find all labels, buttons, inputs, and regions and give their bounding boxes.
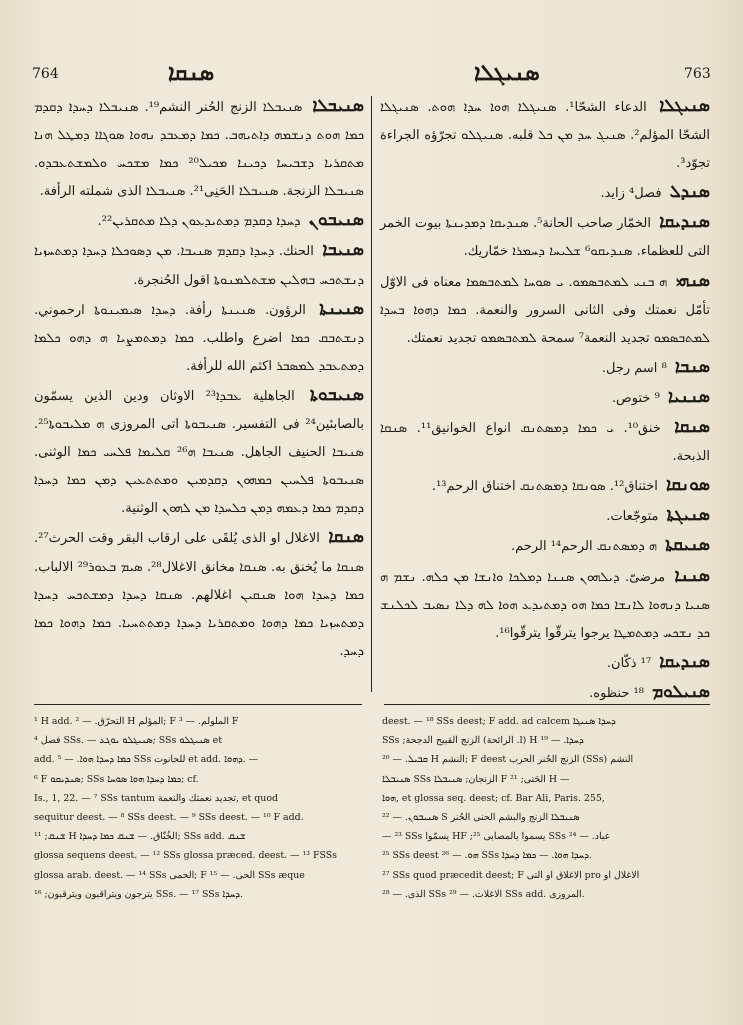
entry-text: ¹⁸ حنظوه. <box>589 685 644 701</box>
footnote-rule-left <box>34 704 362 705</box>
entry-text: متوجّعات. <box>606 509 659 525</box>
entry-text: ¹⁷ ذكّان. <box>606 655 652 671</box>
entry-text: مرضىّ. ܕܝܠܗܘܢ ܣܢܢܐ ܕܡܠܟܐ ܘܐܢܫܐ ܡܢ ܟܠܗ. ܢܫܡ ܗ ܣܢܝܐ ܕܢܗܘܐ ܠܐܢܫܐ ܟܡܐ ܗܘ ܕܡܬܝܕܥ ܗܘܐ ܠܗ ܕܠܐ ܢܣܝܒ ܠܟܠܢܫ ܟܕ ܢܫܟܚ ܕܡܬܡܛܐ يرجوا يترقّوا يترقّوا¹⁶. <box>380 569 710 641</box>
entry-headword: ܣܢܝܒܠܐ <box>312 96 364 116</box>
footnote-line: Is., 1, 22. — ⁷ SSs tantum تجديد نعمتك والنعمة, et quod <box>34 792 278 804</box>
entry-text: الدعاء الشحّا¹. ܣܢܝܓܠܐ ܗܘܐ ܚܕܐ ܗܘܬ. ܣܢܝܓܠܐ الشحّا المؤلم². ܣܢܝܓ ܚܕ ܡܢ ܟܠ قلبه. ܣܢܝܓܠܘ تجرّؤه الجراءة تجوّد³. <box>380 100 710 172</box>
footnotes-right <box>382 712 710 968</box>
footnotes-left <box>34 712 362 968</box>
entry-text: ܗ ܕܡܣܬܢܩ الرحم¹⁴ الرحم. <box>510 539 658 555</box>
dictionary-entry <box>380 562 710 648</box>
dictionary-entry <box>380 178 710 208</box>
entry-text: فصل⁴ زايد. <box>600 186 662 202</box>
dictionary-entry <box>34 206 364 236</box>
entry-headword: ܣܢܝܢܬܐ <box>319 298 364 319</box>
dictionary-entry <box>380 471 710 501</box>
entry-text: ⁹ ختوص. <box>611 390 660 406</box>
entry-text: ܗ ܒܢܝ ܠܡܬܒܣܡܘ. ܝ ܣܘܚܐ ܠܡܬܒܣܡܐ معناه فى الاوّل تأمّل نعمتك وفى الثانى السرور والنعمة. ܟܡܐ ܕܗܘܐ ܒܚܕܐ ܠܡܬܒܣܡܘ تجديد النعمة⁷ سمحة ܠܡܬܒܣܡܘ تجديد نعمتك. <box>380 274 710 346</box>
entry-headword: ܣܢܢܝܐ <box>667 386 710 407</box>
dictionary-entry <box>380 531 710 561</box>
footnote-line: ⁶ F ܣܢܕܝܩܘ; SSs ܟܡܐ ܕܚܕܐ ܗܘܐ ܣܘܚܐ; cf. <box>34 773 199 785</box>
dictionary-entry <box>380 353 710 383</box>
entry-text: ܣܢܝܒܠܐ الزنج الحُنر النشم¹⁹. ܣܢܝܒܠܐ ܕܚܕܐ ܕܩܕܡ ܟܡܐ ܗܘܬ ܕܢܫܡܗ ܕܐܬܝܗܒ. ܟܡܐ ܕܡܥܒܕ ܢܗܘܐ ܣܘܓܐܐ ܕܡܛܠ ܗܢܐ ܡܬܩܪܝܐ ܕܫܒܝܚܐ ܕܟܝܢܐ ܡܟܝܠ²⁰ ܟܡܐ ܡܫܟܚ ܘܠܡܫܬܥܒܕܘ. ܣܢܝܒܠܐ الزنجة. ܣܢܝܒܠܐ الحَنِى²¹. ܣܢܝܒܠܐ الذى شملته الرأفة. <box>34 100 364 200</box>
entry-text: الحنك. ܕܚܕܐ ܕܩܕܡ ܣܢܝܒܐ. ܡܢ ܕܣܘܟܠܐ ܕܚܕܐ ܕܡܬܚܙܝܐ ܕܢܫܬܟܚ ܒܗܠܝܢ ܡܫܬܠܡܢܘܬܐ اقول الحُنجرة. <box>34 244 364 288</box>
entry-headword: ܣܢܝܓܠܐ <box>659 96 710 116</box>
footnote-line: deest. — ¹⁸ SSs deest; F add. ad calcem ܕܚܕܐ ܣܢܝܓܐ <box>382 716 616 727</box>
left-running-headword: ܣܢܩܐ <box>168 60 215 86</box>
entry-text: الاغلال او الذى يُلقَى على ارقاب البقر وقت الحرث²⁷. ܣܢܩܐ ما يُخنق به. ܣܢܩܐ مخانق الاغلال²⁸. ܣܝܡ ܒܥܘܪ²⁹ الالباب. ܟܡܐ ܕܚܕܐ ܗܘܐ ܣܢܩܝܢ اغلالهم. ܣܢܩܐ ܕܚܕܐ ܕܡܫܬܟܚ ܕܚܕܐ ܕܡܬܚܙܝܐ ܟܡܐ ܕܗܘܐ ܘܡܬܩܪܝܐ ܕܚܕܐ ܕܡܬܬܚܝܐ. ܟܡܐ ܕܗܘܐ ܟܡܐ ܕܚܕ. <box>34 531 364 659</box>
entry-headword: ܣܢܕܝܩܐ <box>659 212 710 233</box>
dictionary-entry <box>380 208 710 266</box>
dictionary-entry <box>34 236 364 294</box>
right-column-entries <box>380 92 710 702</box>
entry-headword: ܣܢܝܒܐ <box>322 240 364 261</box>
footnote-line: يترجون ويتراقبون ويترقبون; ¹⁶ SSs. — ¹⁷ SSs ܕܚܕܐ. <box>34 888 243 900</box>
dictionary-entry <box>380 648 710 678</box>
entry-headword: ܣܢܝܓܬܐ <box>666 505 710 526</box>
right-page-number: 763 <box>684 66 711 82</box>
entry-text: ܕܚܕܐ ܕܩܕܡ ܕܡܬܝܕܥܘܢ ܕܠܐ ܡܬܩܪܝܢ²². <box>97 214 301 230</box>
footnote-line: sequitur deest. — ⁸ SSs deest. — ⁹ SSs deest. — ¹⁰ F add. <box>34 812 304 824</box>
footnote-line: ܣܢܝܒܠܐ SSs الزنجان; ܣܢܝܒܠܐ F الحَنى; ²¹ H — <box>382 773 570 785</box>
dictionary-entry <box>380 413 710 471</box>
footnote-line: add. ܟܡܐ ܕܚܕܐ ܗܘܐ. — ⁵ SSs للحانوت et add. ܕܗܘܐ. — <box>34 754 259 766</box>
left-column-entries <box>34 92 364 692</box>
dictionary-entry <box>34 92 364 206</box>
entry-headword: ܣܢܕܝܩܐ <box>659 651 710 672</box>
footnote-line: glossa sequens deest. — ¹² SSs glossa præced. deest. — ¹³ FSSs <box>34 850 337 862</box>
dictionary-entry <box>380 383 710 413</box>
entry-headword: ܣܢܝܒܘܢ <box>308 210 364 231</box>
dictionary-entry <box>34 381 364 523</box>
entry-headword: ܣܢܝܠܘܡ <box>652 681 710 702</box>
entry-text: الرؤون. ܣܢܝܢܬܐ رأفة. ܕܚܕܐ ܣܝܡܝܢܘܬܐ ارحموني. ܕܢܫܬܒܩ ܟܡܐ اضرع واطلب. ܟܡܐ ܕܡܬܡܨܝܐ ܗ ܕܗܘ ܟܠܡܐ ܕܡܬܥܒܕ ܠܡܣܒܪ اكثم الله للرأفة. <box>34 302 364 374</box>
entry-text: الجاهلية ܥܒܕܐ²³ الاوثان ودين الذين يسمّون بالصابئين²⁴ فى التفسير. ܣܢܝܒܘܬܐ اتى المروزى ܗ ܡܠܝܒܘܬܐ²⁵. ܣܢܝܒܐ الحنيف الجاهل. ܣܢܝܒܐ ܗ²⁶ ܩܠܝܡܐ ܦܠܚܝ ܟܡܐ الوثنى. ܣܢܝܒܘܬܐ ܦܠܚܝܢ ܟܡܗܘܢ ܕܩܕܡܝܢ ܘܡܬܬܥܝܢ ܕܡܢ ܟܡܐ ܕܚܕܐ ܕܩܕܡ ܟܡܐ ܕܥܡܗ ܕܡܢ ܟܠܚܕܐ ܡܢ ܠܗܘܢ الوثنية. <box>34 388 364 517</box>
footnote-line: — ²³ SSs يسمّوا HF ;يسموا بالمصابى ²⁵ SSs ²⁴ — .عباد <box>382 831 611 843</box>
entry-headword: ܣܢܩܐ <box>674 417 710 438</box>
entry-headword: ܣܘܢܩܐ <box>666 475 710 496</box>
entry-headword: ܣܢܢܐ <box>674 565 710 586</box>
dictionary-entry <box>380 501 710 531</box>
right-running-headword: ܣܢܝܓܠܐ <box>474 60 540 86</box>
footnote-line: ܣܢܝܒܘܢ. — ²² S ܣܢܝܒܠܐ الزنج والبشم الحنى الحُنر <box>382 812 580 824</box>
footnote-line: الذى. — ²⁸ SSs الاغلات. — ²⁹ SSs add. المروزى. <box>382 888 585 900</box>
footnote-line: glossa arab. deest. — ¹⁴ SSs الحمى; F الحى. — ¹⁵ SSs æque <box>34 869 305 881</box>
entry-headword: ܣܢܝܒܘܬܐ <box>309 384 364 405</box>
entry-text: الخمّار صاحب الحانة⁵. ܣܢܕܝܩܐ ܕܡܕܝܢܬܐ بيوت الخمر التى للعظماء. ܣܢܕܝܩܘ⁶ ܫܠܝܚܐ ܕܚܡܪܐ خمّاريك. <box>380 216 710 260</box>
entry-text: اختناق¹². ܣܘܢܩܐ ܕܡܣܬܢܩ اختناق الرحم¹³. <box>431 479 658 495</box>
dictionary-entry <box>380 92 710 178</box>
dictionary-entry <box>380 267 710 353</box>
footnote-line: ܗܘܐ, et glossa seq. deest; cf. Bar Ali, Paris. 255, <box>382 792 605 804</box>
column-divider <box>371 96 372 692</box>
entry-text: ⁸ اسم رجل. <box>601 360 667 376</box>
footnote-line: ܫܢܩ; ¹¹ H الخُنّاق. — ܫܢܩ ܟܡܐ ܕܚܕܐ; SSs add. ܫܢܩ <box>34 831 246 843</box>
footnote-line: ²⁷ SSs quod præcedit deest; F الاغلاق او التى pro الاغلال او <box>382 869 640 881</box>
footnote-line: فصل ⁴ SSs. — ܣܢܝܓܠܘ ܝܘܓܥ; SSs ܣܢܝܓܠܘ et <box>34 735 222 747</box>
entry-headword: ܣܢܒܐ <box>674 356 710 377</box>
left-page-number: 764 <box>32 66 59 82</box>
footnote-line: ²⁵ SSs deest ܗܘ. — ²⁶ SSs ܕܚܕܐ ܗܘܐ. — ܟܡܐ ܕܚܕܐ. <box>382 850 592 862</box>
dictionary-entry <box>34 523 364 665</box>
footnote-line: ܩܒܝܠ. — ²⁰ H النشم; F deest الزنج الحُنر الحرب (SSs) النشم <box>382 754 634 766</box>
footnote-line: ¹ H add. التحرّق. — ² H المؤلم; F الملولم. — ³ F <box>34 716 239 727</box>
entry-headword: ܣܢܕܠ <box>669 182 710 203</box>
entry-headword: ܣܢܝܩܬܐ <box>665 535 710 556</box>
dictionary-entry <box>34 295 364 381</box>
entry-headword: ܣܢܩܐ <box>328 527 364 548</box>
footnote-line: SSs ;الزنج القبيح الدجحة (الرائحة .l) H ¹⁹ — .ܕܚܕܐ <box>382 735 584 747</box>
entry-text: خنق¹⁰. ܝ ܟܡܐ ܕܡܣܬܢܩ انواع الخوانيق¹¹. ܣܢܩܐ الذبحة. <box>380 421 710 465</box>
footnote-rule-right <box>384 704 710 705</box>
entry-headword: ܣܢܗܝ <box>676 270 710 291</box>
